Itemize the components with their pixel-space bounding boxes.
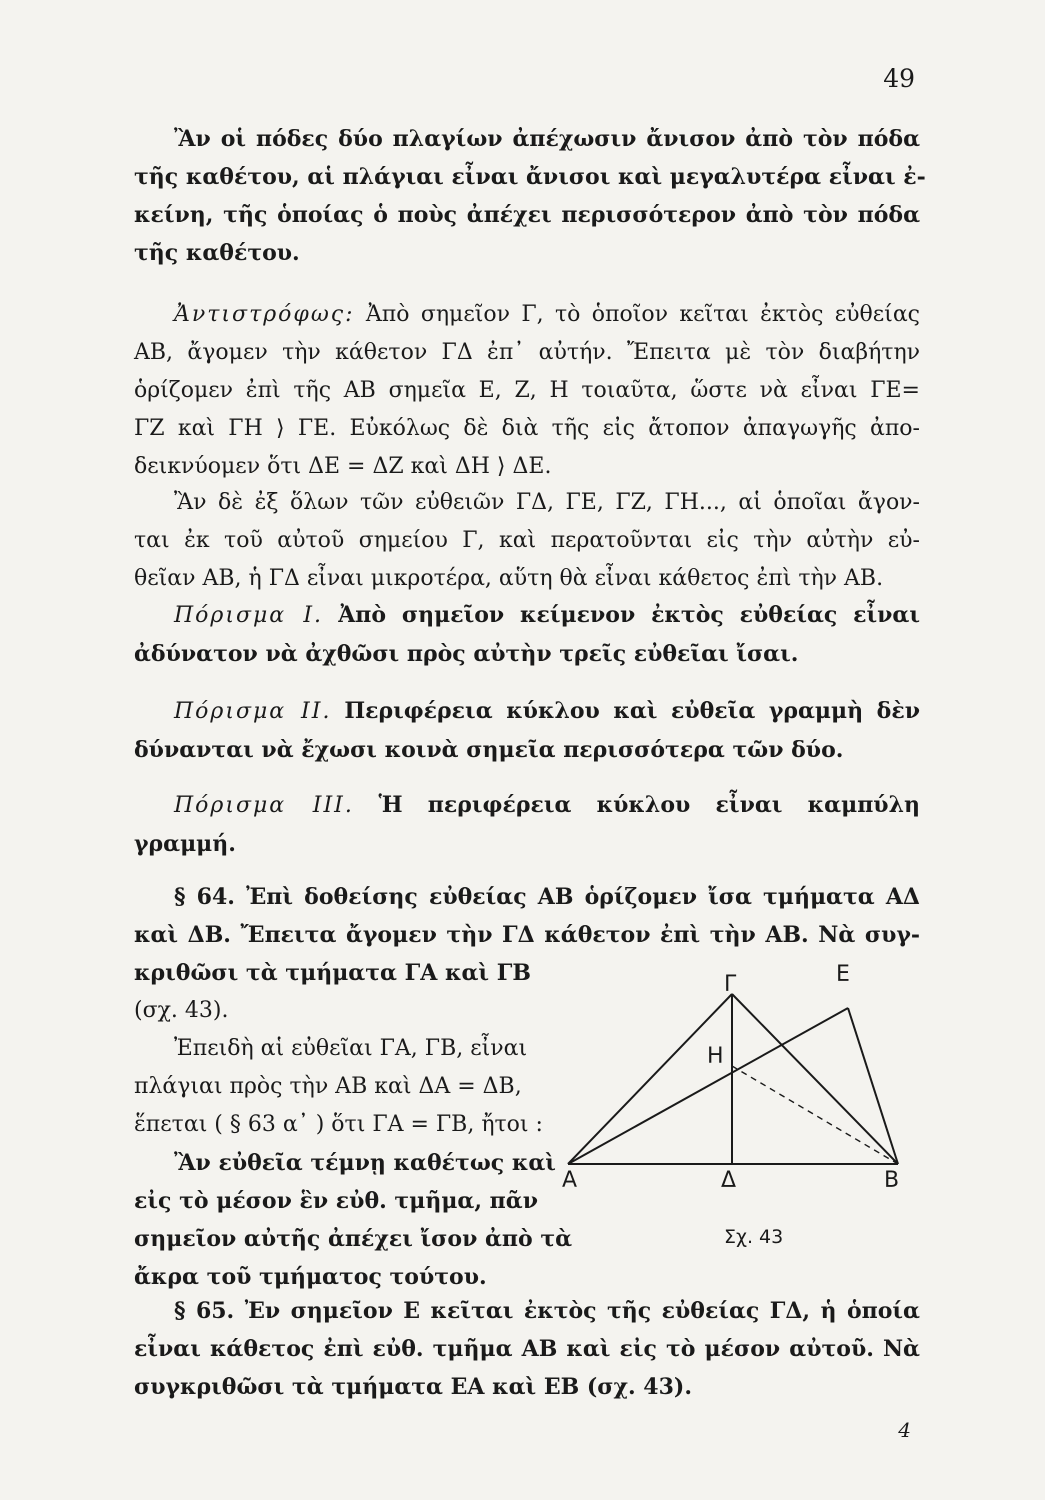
section-64-left-column bbox=[134, 954, 573, 1296]
text-line: κείνη, τῆς ὁποίας ὁ ποὺς ἀπέχει περισσότερον ἀπὸ τὸν πόδα bbox=[134, 202, 920, 228]
figure-caption: Σχ. 43 bbox=[724, 1226, 784, 1248]
corollary-2 bbox=[134, 692, 920, 769]
text-line: δύνανται νὰ ἔχωσι κοινὰ σημεῖα περισσότερα τῶν δύο. bbox=[134, 737, 844, 763]
point-label-d: Δ bbox=[721, 1168, 737, 1193]
corollary-1 bbox=[134, 596, 920, 673]
section-64 bbox=[134, 878, 920, 954]
point-label-b: Β bbox=[884, 1168, 900, 1193]
text-line: τῆς καθέτου, αἱ πλάγιαι εἶναι ἄνισοι καὶ μεγαλυτέρα εἶναι ἐ- bbox=[134, 164, 926, 190]
paragraph-theorem-inequality bbox=[134, 120, 926, 272]
text-line: εἰς τὸ μέσον ἓν εὐθ. τμῆμα, πᾶν bbox=[134, 1188, 538, 1214]
text-line: τῆς καθέτου. bbox=[134, 240, 300, 266]
corollary-3 bbox=[134, 786, 920, 863]
segment-eb bbox=[848, 1008, 898, 1164]
text-line: καὶ ΔΒ. Ἔπειτα ἄγομεν τὴν ΓΔ κάθετον ἐπὶ τὴν ΑΒ. Νὰ συγ- bbox=[134, 922, 920, 948]
paragraph-converse bbox=[134, 296, 920, 486]
corollary-3-label: Πόρισμα ΙΙΙ. bbox=[174, 793, 354, 818]
converse-first-line: Ἀπὸ σημεῖον Γ, τὸ ὁποῖον κεῖται ἐκτὸς εὐθείας bbox=[365, 302, 920, 327]
section-64-number: § 64. bbox=[174, 884, 235, 910]
text-line: γραμμή. bbox=[134, 831, 236, 857]
point-label-g: Γ bbox=[724, 972, 737, 997]
text-line: ἄκρα τοῦ τμήματος τούτου. bbox=[134, 1264, 487, 1290]
corollary-1-text: Ἀπὸ σημεῖον κείμενον ἐκτὸς εὐθείας εἶναι bbox=[338, 602, 921, 628]
text-line: θεῖαν ΑΒ, ἡ ΓΔ εἶναι μικροτέρα, αὕτη θὰ εἶναι κάθετος ἐπὶ τὴν ΑΒ. bbox=[134, 566, 884, 591]
text-line: Ἂν δὲ ἐξ ὅλων τῶν εὐθειῶν ΓΔ, ΓΕ, ΓΖ, ΓΗ..., αἱ ὁποῖαι ἄγον- bbox=[174, 490, 920, 515]
text-line bbox=[134, 296, 920, 334]
text-line: ΓΖ καὶ ΓΗ ⟩ ΓΕ. Εὐκόλως δὲ διὰ τῆς εἰς ἄτοπον ἀπαγωγῆς ἀπο- bbox=[134, 416, 920, 441]
point-label-h: Η bbox=[707, 1044, 724, 1069]
segment-ga bbox=[568, 994, 732, 1164]
text-line bbox=[134, 692, 920, 731]
text-line: Ἐπειδὴ αἱ εὐθεῖαι ΓΑ, ΓΒ, εἶναι bbox=[174, 1036, 528, 1061]
text-line: Ἂν εὐθεῖα τέμνῃ καθέτως καὶ bbox=[174, 1150, 556, 1176]
text-line bbox=[134, 596, 920, 635]
point-label-e: Ε bbox=[836, 962, 850, 987]
text-line bbox=[134, 878, 920, 916]
text-line: πλάγιαι πρὸς τὴν ΑΒ καὶ ΔΑ = ΔΒ, bbox=[134, 1074, 522, 1099]
converse-label: Ἀντιστρόφως: bbox=[174, 302, 355, 327]
section-65-number: § 65. bbox=[174, 1298, 235, 1324]
paragraph-minimum-perpendicular bbox=[134, 484, 920, 598]
segment-ea bbox=[568, 1008, 848, 1164]
point-label-a: Α bbox=[562, 1168, 578, 1193]
text-line: ΑΒ, ἄγομεν τὴν κάθετον ΓΔ ἐπ᾽ αὐτήν. Ἔπειτα μὲ τὸν διαβήτην bbox=[134, 340, 920, 365]
text-line: ὁρίζομεν ἐπὶ τῆς ΑΒ σημεῖα Ε, Ζ, Η τοιαῦτα, ὥστε νὰ εἶναι ΓΕ= bbox=[134, 378, 920, 403]
section-64-first-line: Ἐπὶ δοθείσης εὐθείας ΑΒ ὁρίζομεν ἴσα τμήματα ΑΔ bbox=[246, 884, 920, 910]
signature-mark: 4 bbox=[898, 1418, 911, 1442]
corollary-1-label: Πόρισμα Ι. bbox=[174, 603, 324, 628]
corollary-3-text: Ἡ περιφέρεια κύκλου εἶναι καμπύλη bbox=[378, 792, 920, 818]
text-line: ἀδύνατον νὰ ἀχθῶσι πρὸς αὐτὴν τρεῖς εὐθεῖαι ἴσαι. bbox=[134, 641, 799, 667]
corollary-2-label: Πόρισμα ΙΙ. bbox=[174, 699, 332, 724]
segment-gb bbox=[732, 994, 898, 1164]
text-line: κριθῶσι τὰ τμήματα ΓΑ καὶ ΓΒ bbox=[134, 960, 531, 986]
text-line: δεικνύομεν ὅτι ΔΕ = ΔΖ καὶ ΔΗ ⟩ ΔΕ. bbox=[134, 454, 552, 479]
page-number: 49 bbox=[883, 64, 915, 93]
text-line: ται ἐκ τοῦ αὐτοῦ σημείου Γ, καὶ περατοῦνται εἰς τὴν αὐτὴν εὐ- bbox=[134, 528, 920, 553]
text-line: (σχ. 43). bbox=[134, 998, 229, 1023]
segment-hb-dashed bbox=[732, 1066, 898, 1164]
text-line: συγκριθῶσι τὰ τμήματα ΕΑ καὶ ΕΒ (σχ. 43). bbox=[134, 1374, 692, 1400]
text-line: ἕπεται ( § 63 α᾽ ) ὅτι ΓΑ = ΓΒ, ἤτοι : bbox=[134, 1112, 543, 1137]
corollary-2-text: Περιφέρεια κύκλου καὶ εὐθεῖα γραμμὴ δὲν bbox=[344, 698, 920, 724]
figure-43-diagram bbox=[548, 968, 908, 1178]
text-line: Ἂν οἱ πόδες δύο πλαγίων ἀπέχωσιν ἄνισον ἀπὸ τὸν πόδα bbox=[174, 126, 920, 152]
text-line bbox=[134, 786, 920, 825]
text-line: εἶναι κάθετος ἐπὶ εὐθ. τμῆμα ΑΒ καὶ εἰς τὸ μέσον αὐτοῦ. Νὰ bbox=[134, 1336, 920, 1362]
text-line: σημεῖον αὐτῆς ἀπέχει ἴσον ἀπὸ τὰ bbox=[134, 1226, 573, 1252]
text-line bbox=[134, 1292, 920, 1330]
section-65-first-line: Ἐν σημεῖον Ε κεῖται ἐκτὸς τῆς εὐθείας ΓΔ, ἡ ὁποία bbox=[244, 1298, 920, 1324]
section-65 bbox=[134, 1292, 920, 1406]
